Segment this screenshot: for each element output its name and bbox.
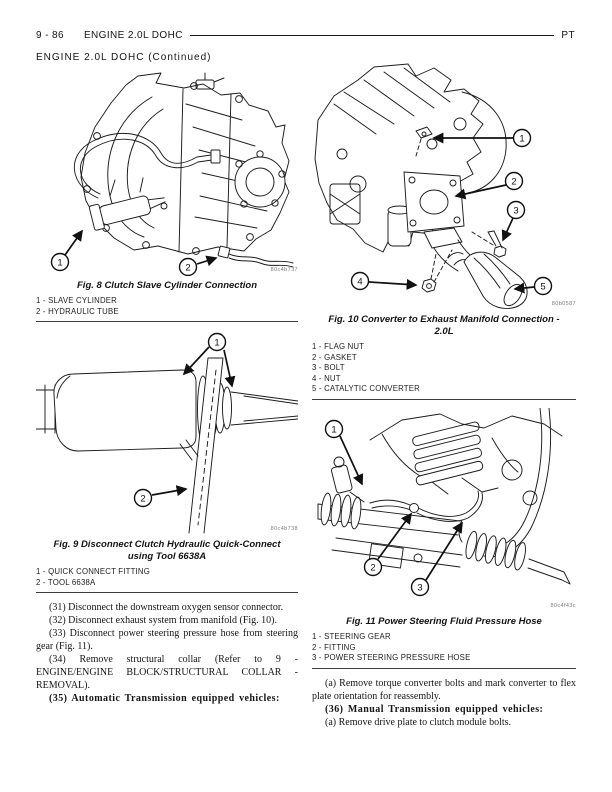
fig10-code: 80b0587	[551, 301, 576, 307]
svg-text:3: 3	[417, 582, 423, 594]
svg-text:1: 1	[519, 133, 525, 145]
figure-8	[36, 70, 298, 322]
right-body-text	[312, 677, 576, 729]
fig9-illustration-quick-connect	[36, 330, 298, 535]
svg-text:2: 2	[140, 493, 146, 505]
fig8-legend	[36, 296, 298, 322]
header-rule	[190, 35, 555, 36]
fig10-legend-item: 1 - FLAG NUT	[312, 342, 365, 351]
step-36: (36) Manual Transmission equipped vehicles:	[325, 703, 544, 715]
step-35a: (a) Remove torque converter bolts and mark converter to flex plate orientation for reassembly.	[312, 677, 576, 702]
fig11-caption: Fig. 11 Power Steering Fluid Pressure Hose	[346, 615, 542, 627]
fig10-callout-2	[456, 173, 523, 197]
svg-text:2: 2	[185, 262, 191, 274]
fig10-legend-item: 5 - CATALYTIC CONVERTER	[312, 384, 420, 394]
fig10-callout-4	[352, 273, 417, 290]
step-34: (34) Remove structural collar (Refer to 9 - ENGINE/ENGINE BLOCK/STRUCTURAL COLLAR - REMOVAL).	[36, 654, 298, 692]
step-36a: (a) Remove drive plate to clutch module bolts.	[325, 716, 512, 728]
fig11-legend-item: 2 - FITTING	[312, 642, 356, 652]
fig8-code: 80c4b737	[270, 267, 298, 273]
svg-text:1: 1	[331, 424, 337, 436]
fig9-legend-item: 1 - QUICK CONNECT FITTING	[36, 567, 151, 577]
fig8-illustration-transaxle	[36, 70, 298, 276]
svg-text:1: 1	[57, 257, 63, 269]
fig10-callout-3	[503, 202, 525, 241]
continued-heading: ENGINE 2.0L DOHC (Continued)	[36, 52, 212, 63]
figure-9	[36, 330, 298, 593]
step-31: (31) Disconnect the downstream oxygen sensor connector.	[49, 602, 284, 614]
fig10-legend	[312, 342, 576, 400]
fig10-callout-1	[434, 130, 531, 147]
figure-10	[312, 62, 576, 400]
header-section-title: ENGINE 2.0L DOHC	[83, 30, 183, 41]
fig11-code: 80c4f43c	[550, 602, 576, 609]
fig9-legend	[36, 567, 298, 593]
page-number: 9 - 86	[36, 30, 64, 41]
fig10-legend-item: 4 - NUT	[312, 373, 341, 383]
step-33: (33) Disconnect power steering pressure hose from steering gear (Fig. 11).	[36, 628, 298, 653]
svg-text:2: 2	[370, 562, 376, 574]
fig9-legend-item: 2 - TOOL 6638A	[36, 577, 96, 587]
fig10-legend-item: 2 - GASKET	[312, 352, 357, 362]
fig8-caption: Fig. 8 Clutch Slave Cylinder Connection	[77, 280, 257, 291]
fig9-code: 80c4b738	[270, 526, 298, 533]
svg-text:4: 4	[357, 276, 363, 288]
step-32: (32) Disconnect exhaust system from manifold (Fig. 10).	[49, 615, 278, 627]
left-column	[36, 70, 298, 705]
fig9-callout-2	[135, 489, 187, 507]
svg-text:2: 2	[511, 176, 517, 188]
fig11-legend-item: 1 - STEERING GEAR	[312, 631, 391, 641]
fig11-illustration-power-steering	[312, 408, 576, 612]
fig9-caption: Fig. 9 Disconnect Clutch Hydraulic Quick-Connect using Tool 6638A	[53, 539, 281, 563]
svg-text:3: 3	[513, 205, 519, 217]
fig11-legend	[312, 632, 576, 669]
fig10-illustration-exhaust-converter	[312, 62, 576, 310]
page-header	[36, 30, 575, 41]
fig8-callout-1	[52, 231, 83, 271]
fig11-callout-3	[412, 523, 463, 596]
fig8-legend-item: 1 - SLAVE CYLINDER	[36, 296, 118, 305]
left-body-text	[36, 601, 298, 705]
figure-11	[312, 408, 576, 669]
fig10-legend-item: 3 - BOLT	[312, 363, 345, 373]
right-column	[312, 62, 576, 729]
svg-text:5: 5	[540, 281, 546, 293]
svg-text:1: 1	[214, 337, 220, 349]
step-35: (35) Automatic Transmission equipped vehicles:	[49, 693, 280, 705]
fig8-legend-item: 2 - HYDRAULIC TUBE	[36, 306, 119, 316]
header-model-code: PT	[561, 30, 575, 41]
fig10-caption: Fig. 10 Converter to Exhaust Manifold Connection - 2.0L	[328, 314, 560, 337]
fig11-legend-item: 3 - POWER STEERING PRESSURE HOSE	[312, 653, 471, 663]
